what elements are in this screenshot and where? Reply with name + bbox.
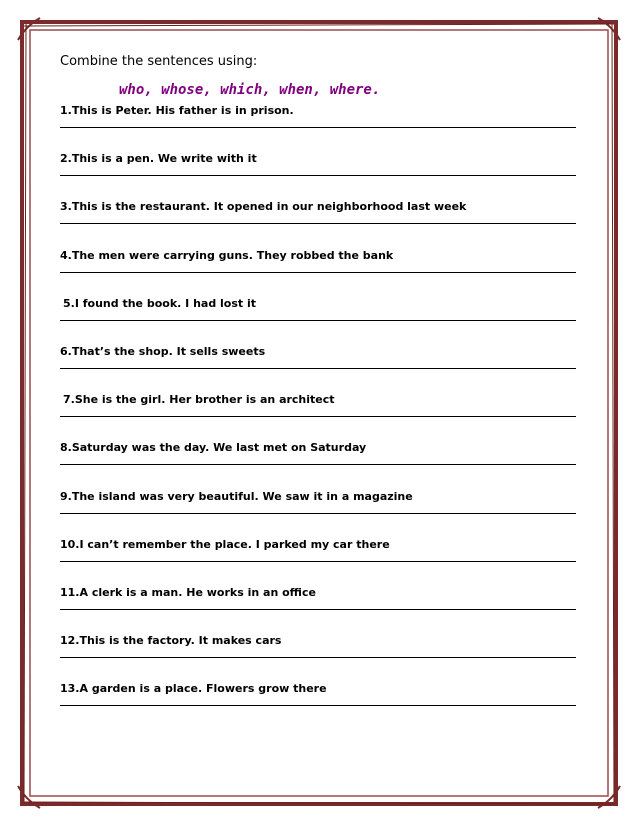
worksheet-content (60, 52, 576, 726)
exercise-sentence: 9.The island was very beautiful. We saw it in a magazine (60, 489, 413, 503)
exercise-item (60, 582, 576, 630)
relative-pronouns-list: who, whose, which, when, where. (119, 82, 381, 98)
exercise-list (60, 100, 576, 726)
answer-line[interactable] (60, 415, 576, 417)
exercise-sentence: 3.This is the restaurant. It opened in our neighborhood last week (60, 200, 467, 214)
exercise-item (60, 245, 576, 293)
answer-line[interactable] (60, 560, 576, 562)
exercise-item (60, 196, 576, 244)
answer-line[interactable] (60, 463, 576, 465)
exercise-item (60, 534, 576, 582)
answer-line[interactable] (60, 367, 576, 369)
instruction-text: Combine the sentences using: (60, 54, 258, 69)
answer-line[interactable] (60, 126, 576, 128)
exercise-sentence: 4.The men were carrying guns. They robbed the bank (60, 248, 394, 262)
exercise-item (60, 389, 576, 437)
answer-line[interactable] (60, 271, 576, 273)
exercise-sentence: 8.Saturday was the day. We last met on Saturday (60, 441, 367, 455)
answer-line[interactable] (60, 704, 576, 706)
exercise-sentence: 6.That’s the shop. It sells sweets (60, 344, 266, 358)
answer-line[interactable] (60, 656, 576, 658)
exercise-item (60, 148, 576, 196)
exercise-sentence: 7.She is the girl. Her brother is an architect (63, 393, 335, 407)
exercise-sentence: 2.This is a pen. We write with it (60, 152, 257, 166)
exercise-sentence: 5.I found the book. I had lost it (63, 296, 257, 310)
exercise-sentence: 10.I can’t remember the place. I parked my car there (60, 537, 390, 551)
answer-line[interactable] (60, 512, 576, 514)
exercise-sentence: 11.A clerk is a man. He works in an office (60, 585, 316, 599)
answer-line[interactable] (60, 222, 576, 224)
answer-line[interactable] (60, 319, 576, 321)
exercise-item (60, 437, 576, 485)
exercise-item (60, 630, 576, 678)
exercise-item (60, 486, 576, 534)
exercise-sentence: 1.This is Peter. His father is in prison. (60, 104, 294, 117)
exercise-item (60, 293, 576, 341)
exercise-item (60, 100, 576, 148)
answer-line[interactable] (60, 608, 576, 610)
exercise-item (60, 678, 576, 726)
exercise-item (60, 341, 576, 389)
answer-line[interactable] (60, 174, 576, 176)
exercise-sentence: 13.A garden is a place. Flowers grow there (60, 682, 327, 696)
exercise-sentence: 12.This is the factory. It makes cars (60, 634, 282, 648)
